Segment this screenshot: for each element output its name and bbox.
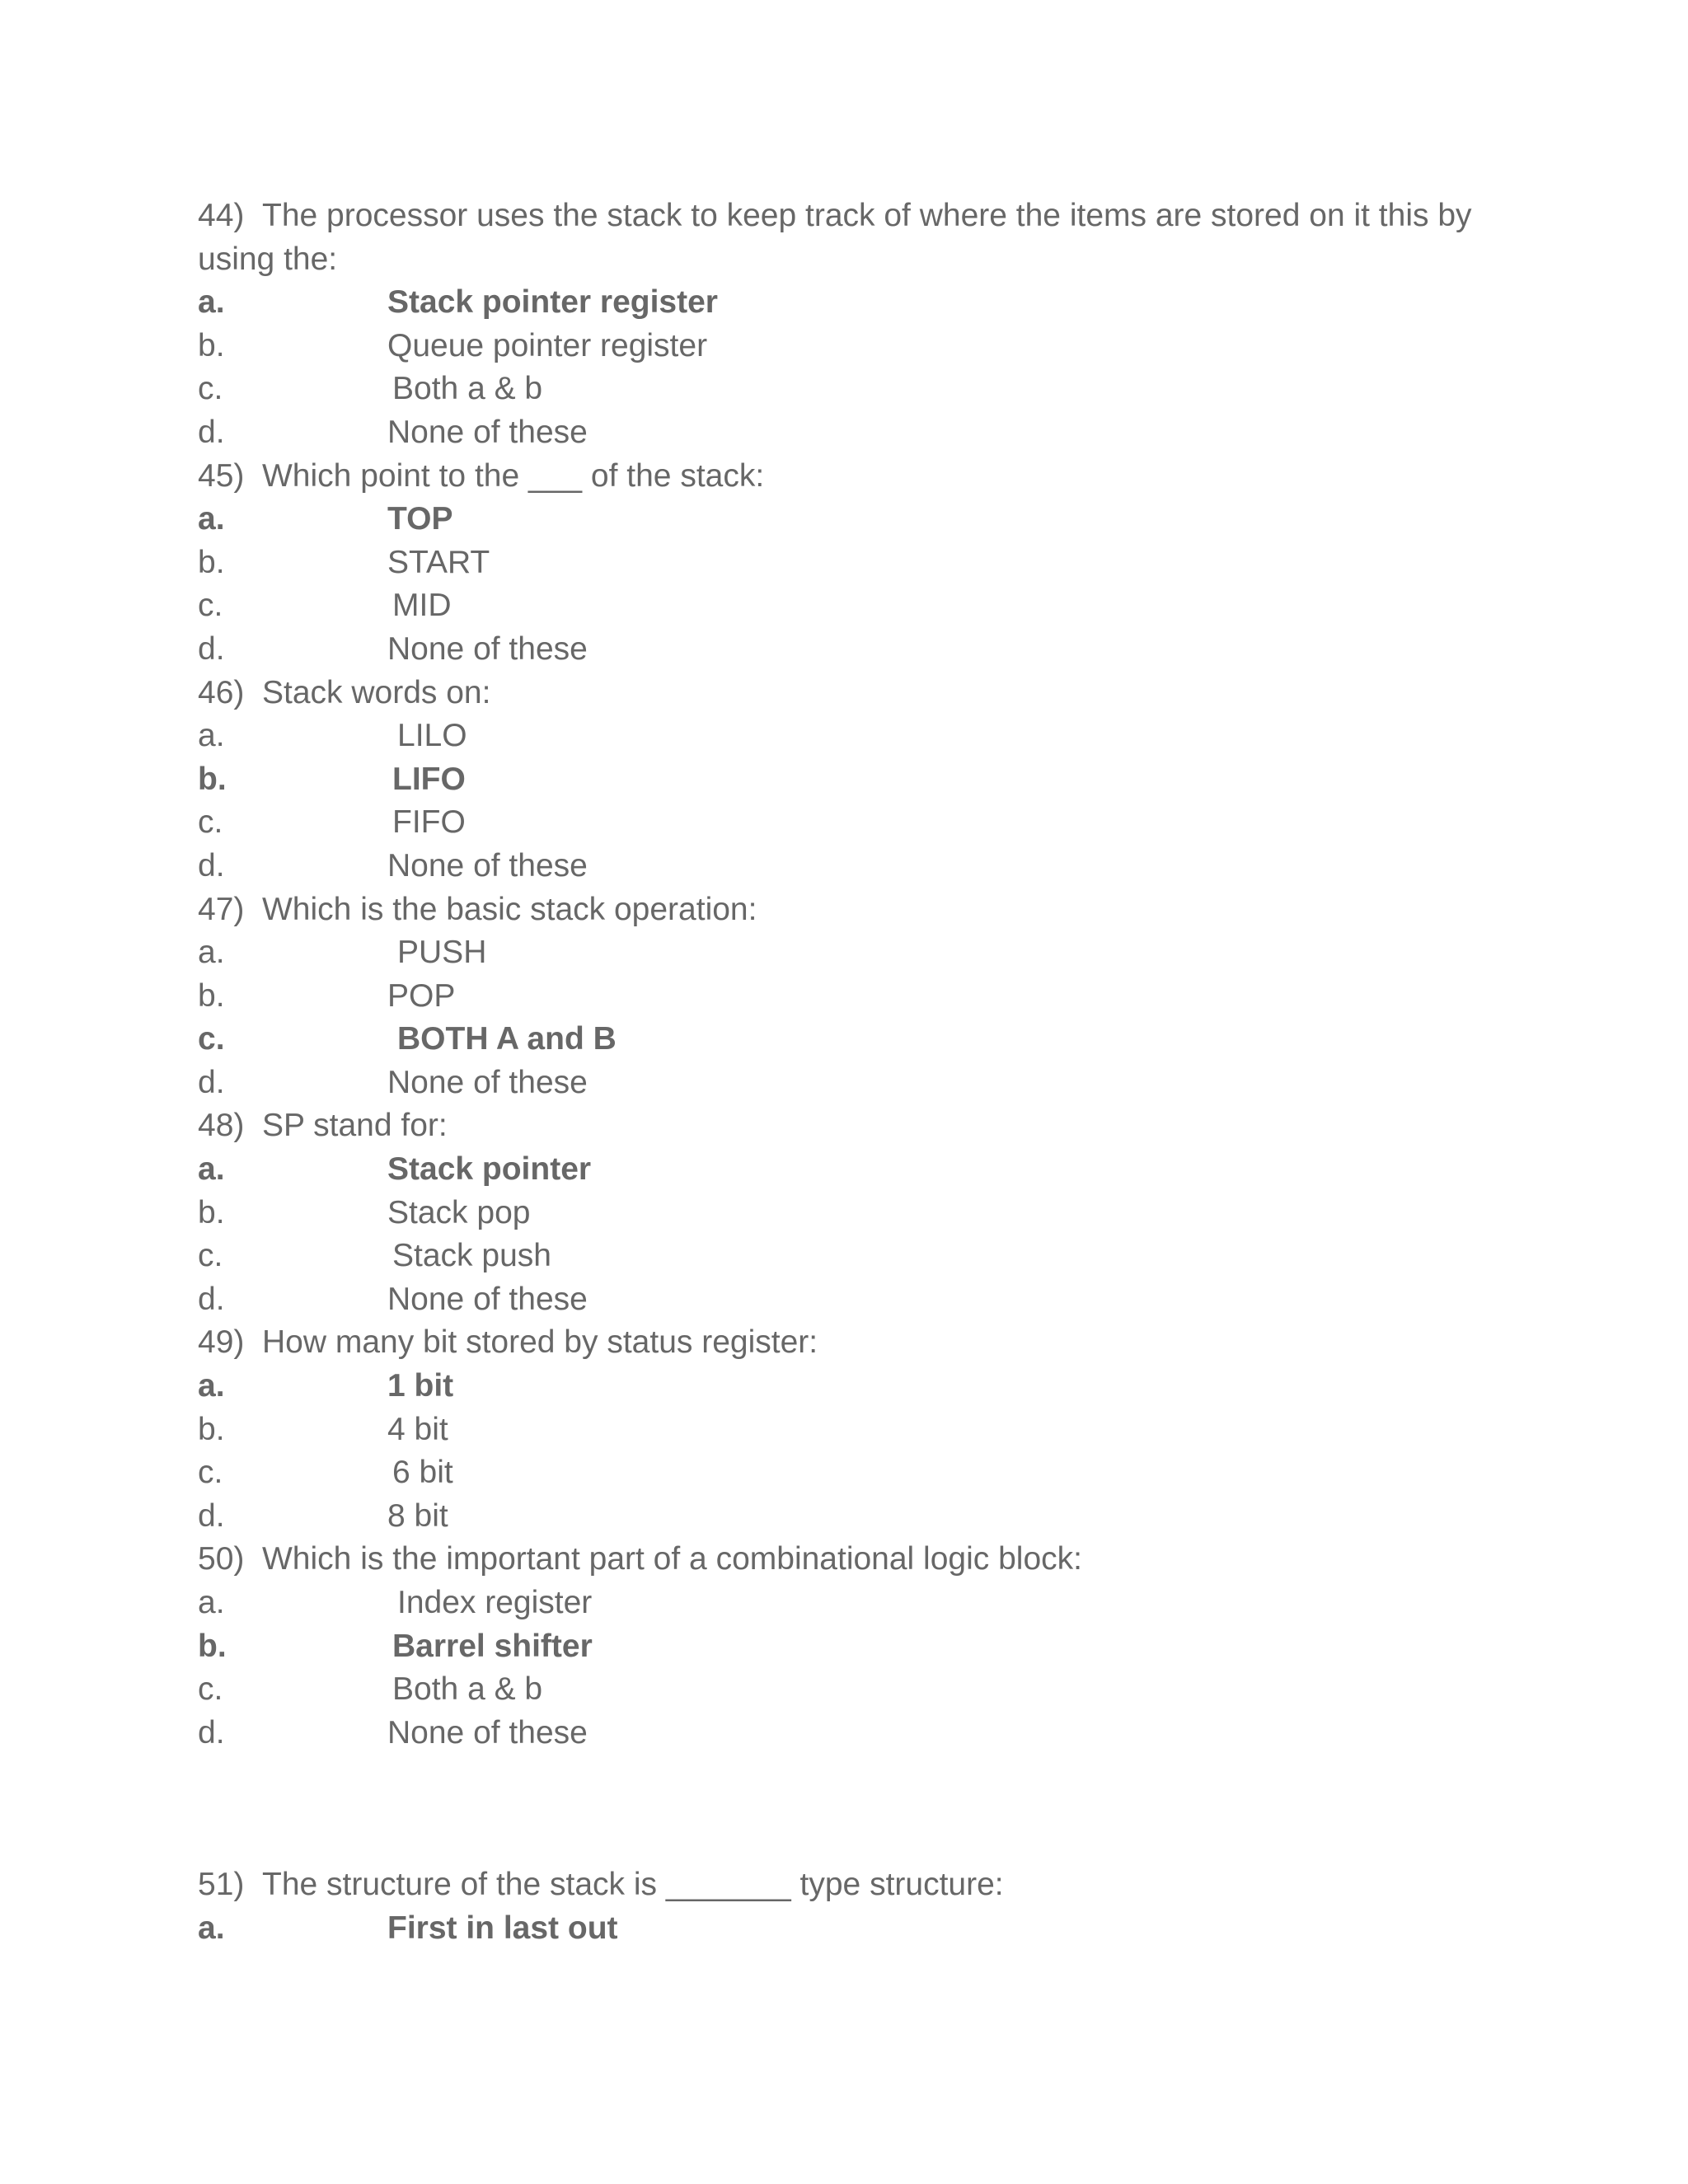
option-letter: c. (198, 1021, 225, 1057)
answer-option (198, 368, 1500, 411)
answer-option-correct (198, 758, 1500, 802)
answer-option (198, 1062, 1500, 1105)
option-text: None of these (387, 414, 588, 450)
option-letter: b. (198, 977, 225, 1014)
answer-option (198, 1278, 1500, 1322)
option-letter: c. (198, 588, 223, 624)
option-text: 6 bit (392, 1455, 453, 1491)
option-text: PUSH (397, 935, 487, 971)
question-body: How many bit stored by status register: (262, 1324, 818, 1361)
option-letter: a. (198, 1151, 225, 1188)
option-letter: a. (198, 1368, 225, 1404)
answer-option (198, 1408, 1500, 1452)
option-letter: a. (198, 284, 225, 321)
question-text (198, 1538, 1500, 1582)
option-text: 8 bit (387, 1497, 448, 1534)
question-body: SP stand for: (262, 1108, 448, 1144)
answer-option (198, 584, 1500, 628)
answer-option (198, 1495, 1500, 1539)
question-number: 48) (198, 1108, 245, 1144)
option-text: None of these (387, 1714, 588, 1750)
option-letter: b. (198, 1194, 225, 1230)
option-letter: d. (198, 847, 225, 883)
section-gap (198, 1755, 1500, 1863)
question-body: Which point to the ___ of the stack: (262, 457, 765, 494)
answer-option (198, 801, 1500, 845)
question-number: 49) (198, 1324, 245, 1361)
question-body: The structure of the stack is _______ type structure: (262, 1867, 1004, 1903)
answer-option (198, 325, 1500, 368)
answer-option-correct (198, 1907, 1500, 1951)
option-text: POP (387, 977, 456, 1014)
question-text (198, 672, 1500, 715)
option-letter: c. (198, 1455, 223, 1491)
question-number: 51) (198, 1867, 245, 1903)
answer-option (198, 845, 1500, 888)
answer-option-correct (198, 498, 1500, 541)
option-letter: d. (198, 630, 225, 667)
option-text: None of these (387, 847, 588, 883)
option-text: Stack push (392, 1238, 551, 1274)
option-letter: d. (198, 1281, 225, 1317)
answer-option-correct (198, 1625, 1500, 1669)
answer-option (198, 715, 1500, 758)
option-letter: c. (198, 371, 223, 407)
question-number: 46) (198, 674, 245, 710)
answer-option-correct (198, 281, 1500, 325)
answer-option-correct (198, 1148, 1500, 1192)
option-text: LILO (397, 718, 467, 754)
option-text: None of these (387, 1281, 588, 1317)
option-text: MID (392, 588, 452, 624)
option-letter: a. (198, 935, 225, 971)
question-body: The processor uses the stack to keep track of where the items are stored on it this by using the: (198, 198, 1472, 277)
option-letter: b. (198, 1628, 227, 1664)
option-text: LIFO (392, 761, 466, 797)
option-letter: d. (198, 1714, 225, 1750)
answer-option (198, 1192, 1500, 1235)
option-text: START (387, 544, 490, 580)
option-letter: a. (198, 718, 225, 754)
answer-option-correct (198, 1365, 1500, 1408)
answer-option (198, 411, 1500, 455)
option-letter: b. (198, 761, 227, 797)
option-letter: d. (198, 1497, 225, 1534)
question-number: 47) (198, 891, 245, 927)
option-text: Index register (397, 1585, 593, 1620)
option-letter: b. (198, 1411, 225, 1447)
option-text: None of these (387, 630, 588, 667)
option-text: Both a & b (392, 371, 543, 407)
option-text: TOP (387, 501, 453, 537)
answer-option-correct (198, 1018, 1500, 1062)
answer-option (198, 1582, 1500, 1625)
option-letter: c. (198, 804, 223, 841)
option-text: 1 bit (387, 1368, 454, 1404)
answer-option (198, 1235, 1500, 1278)
option-letter: c. (198, 1671, 223, 1708)
question-text (198, 1104, 1500, 1148)
question-text (198, 1863, 1500, 1907)
question-number: 50) (198, 1541, 245, 1577)
option-text: Both a & b (392, 1671, 543, 1708)
answer-option (198, 541, 1500, 585)
option-letter: d. (198, 1064, 225, 1100)
option-text: BOTH A and B (397, 1021, 617, 1057)
option-text: Stack pointer (387, 1151, 592, 1188)
option-letter: d. (198, 414, 225, 450)
question-body: Which is the important part of a combinational logic block: (262, 1541, 1082, 1577)
question-text (198, 455, 1500, 499)
option-text: Stack pop (387, 1194, 531, 1230)
answer-option (198, 1668, 1500, 1712)
question-number: 45) (198, 457, 245, 494)
answer-option (198, 931, 1500, 975)
question-text (198, 888, 1500, 932)
question-text (198, 1321, 1500, 1365)
option-letter: b. (198, 544, 225, 580)
question-list (198, 194, 1500, 1951)
option-letter: b. (198, 327, 225, 363)
question-text (198, 194, 1500, 281)
question-body: Which is the basic stack operation: (262, 891, 757, 927)
option-letter: c. (198, 1238, 223, 1274)
option-letter: a. (198, 1585, 225, 1620)
option-letter: a. (198, 1910, 225, 1946)
option-text: Queue pointer register (387, 327, 708, 363)
option-letter: a. (198, 501, 225, 537)
option-text: None of these (387, 1064, 588, 1100)
option-text: FIFO (392, 804, 466, 841)
answer-option (198, 628, 1500, 672)
question-number: 44) (198, 198, 245, 233)
answer-option (198, 975, 1500, 1019)
option-text: Stack pointer register (387, 284, 718, 321)
option-text: First in last out (387, 1910, 618, 1946)
answer-option (198, 1451, 1500, 1495)
option-text: Barrel shifter (392, 1628, 593, 1664)
question-body: Stack words on: (262, 674, 491, 710)
answer-option (198, 1712, 1500, 1755)
option-text: 4 bit (387, 1411, 448, 1447)
